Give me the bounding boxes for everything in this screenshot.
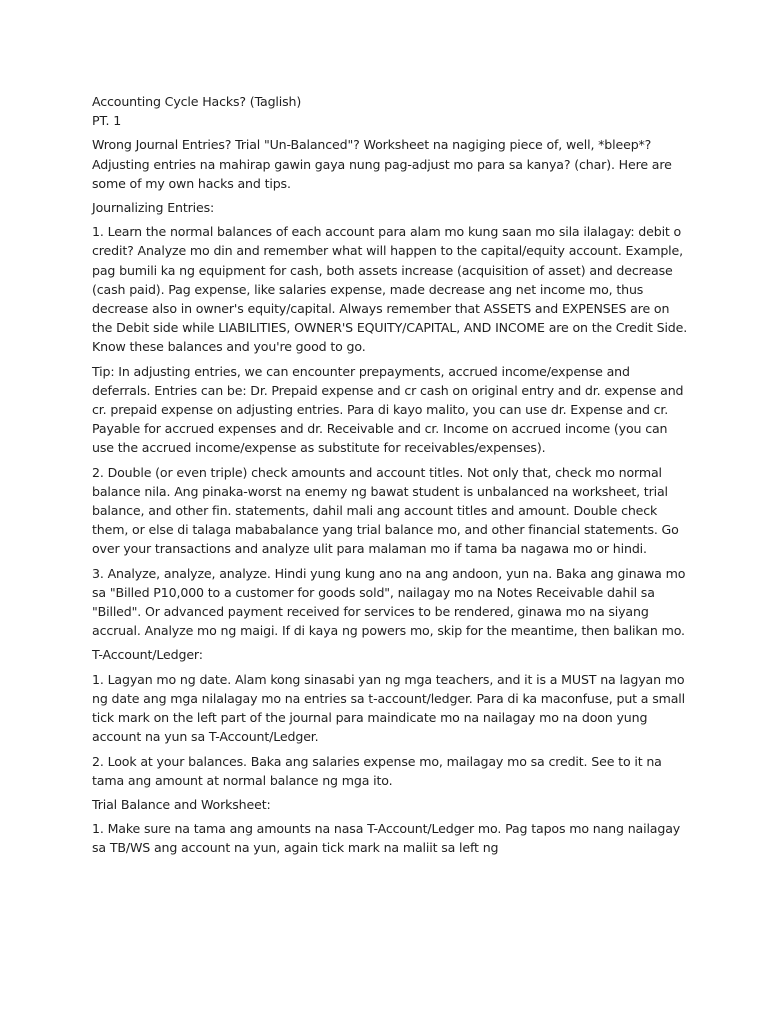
section-heading-journalizing: Journalizing Entries:: [92, 200, 215, 216]
journal-tip: Tip: In adjusting entries, we can encounter prepayments, accrued income/expense and deferrals. Entries can be: Dr. Prepaid expense and cr cash on original entry and dr. expense and cr. prepaid expense on adjusting entries. Para di kayo malito, you can use dr. Expense and cr. Payable for accrued expenses and dr. Receivable and cr. Income on accrued income (you can use the accrued income/expense as substitute for receivables/expenses).: [92, 363, 684, 456]
part-label: PT. 1: [92, 113, 122, 129]
trial-item-1: 1. Make sure na tama ang amounts na nasa T-Account/Ledger mo. Pag tapos mo nang nailagay sa TB/WS ang account na yun, again tick mark na maliit sa left ng: [92, 821, 681, 856]
document-title: Accounting Cycle Hacks? (Taglish): [92, 94, 302, 109]
section-heading-taccount: T-Account/Ledger:: [92, 647, 203, 663]
journal-item-3: 3. Analyze, analyze, analyze. Hindi yung kung ano na ang andoon, yun na. Baka ang ginawa mo sa "Billed P10,000 to a customer for goods sold", nailagay mo na Notes Receivable dahil sa "Billed". Or advanced payment received for services to be rendered, ginawa mo na siyang accrual. Analyze mo ng maigi. If di kaya ng powers mo, skip for the meantime, then balikan mo.: [92, 565, 686, 639]
intro-paragraph: Wrong Journal Entries? Trial "Un-Balanced"? Worksheet na nagiging piece of, well, *bleep*? Adjusting entries na mahirap gawin gaya nung pag-adjust mo para sa kanya? (char). Here are some of my own hacks and tips.: [92, 137, 672, 191]
journal-item-2: 2. Double (or even triple) check amounts and account titles. Not only that, check mo normal balance nila. Ang pinaka-worst na enemy ng bawat student is unbalanced na worksheet, trial balance, and other fin. statements, dahil mali ang account titles and amount. Double check them, or else di talaga mababalance yang trial balance mo, and other financial statements. Go over your transactions and analyze ulit para malaman mo if tama ba nagawa mo or hindi.: [92, 464, 679, 557]
journal-item-1: 1. Learn the normal balances of each account para alam mo kung saan mo sila ilalagay: debit o credit? Analyze mo din and remember what will happen to the capital/equity account. Example, pag bumili ka ng equipment for cash, both assets increase (acquisition of asset) and decrease (cash paid). Pag expense, like salaries expense, made decrease ang net income mo, thus decrease also in owner's equity/capital. Always remember that ASSETS and EXPENSES are on the Debit side while LIABILITIES, OWNER'S EQUITY/CAPITAL, AND INCOME are on the Credit Side. Know these balances and you're good to go.: [92, 224, 688, 355]
taccount-item-2: 2. Look at your balances. Baka ang salaries expense mo, mailagay mo sa credit. See to it na tama ang amount at normal balance ng mga ito.: [92, 753, 662, 788]
section-heading-trial: Trial Balance and Worksheet:: [92, 796, 271, 812]
document-page: [92, 92, 692, 863]
taccount-item-1: 1. Lagyan mo ng date. Alam kong sinasabi yan ng mga teachers, and it is a MUST na lagyan mo ng date ang mga nilalagay mo na entries sa t-account/ledger. Para di ka maconfuse, put a small tick mark on the left part of the journal para maindicate mo na nailagay mo na doon yung account na yun sa T-Account/Ledger.: [92, 671, 686, 745]
